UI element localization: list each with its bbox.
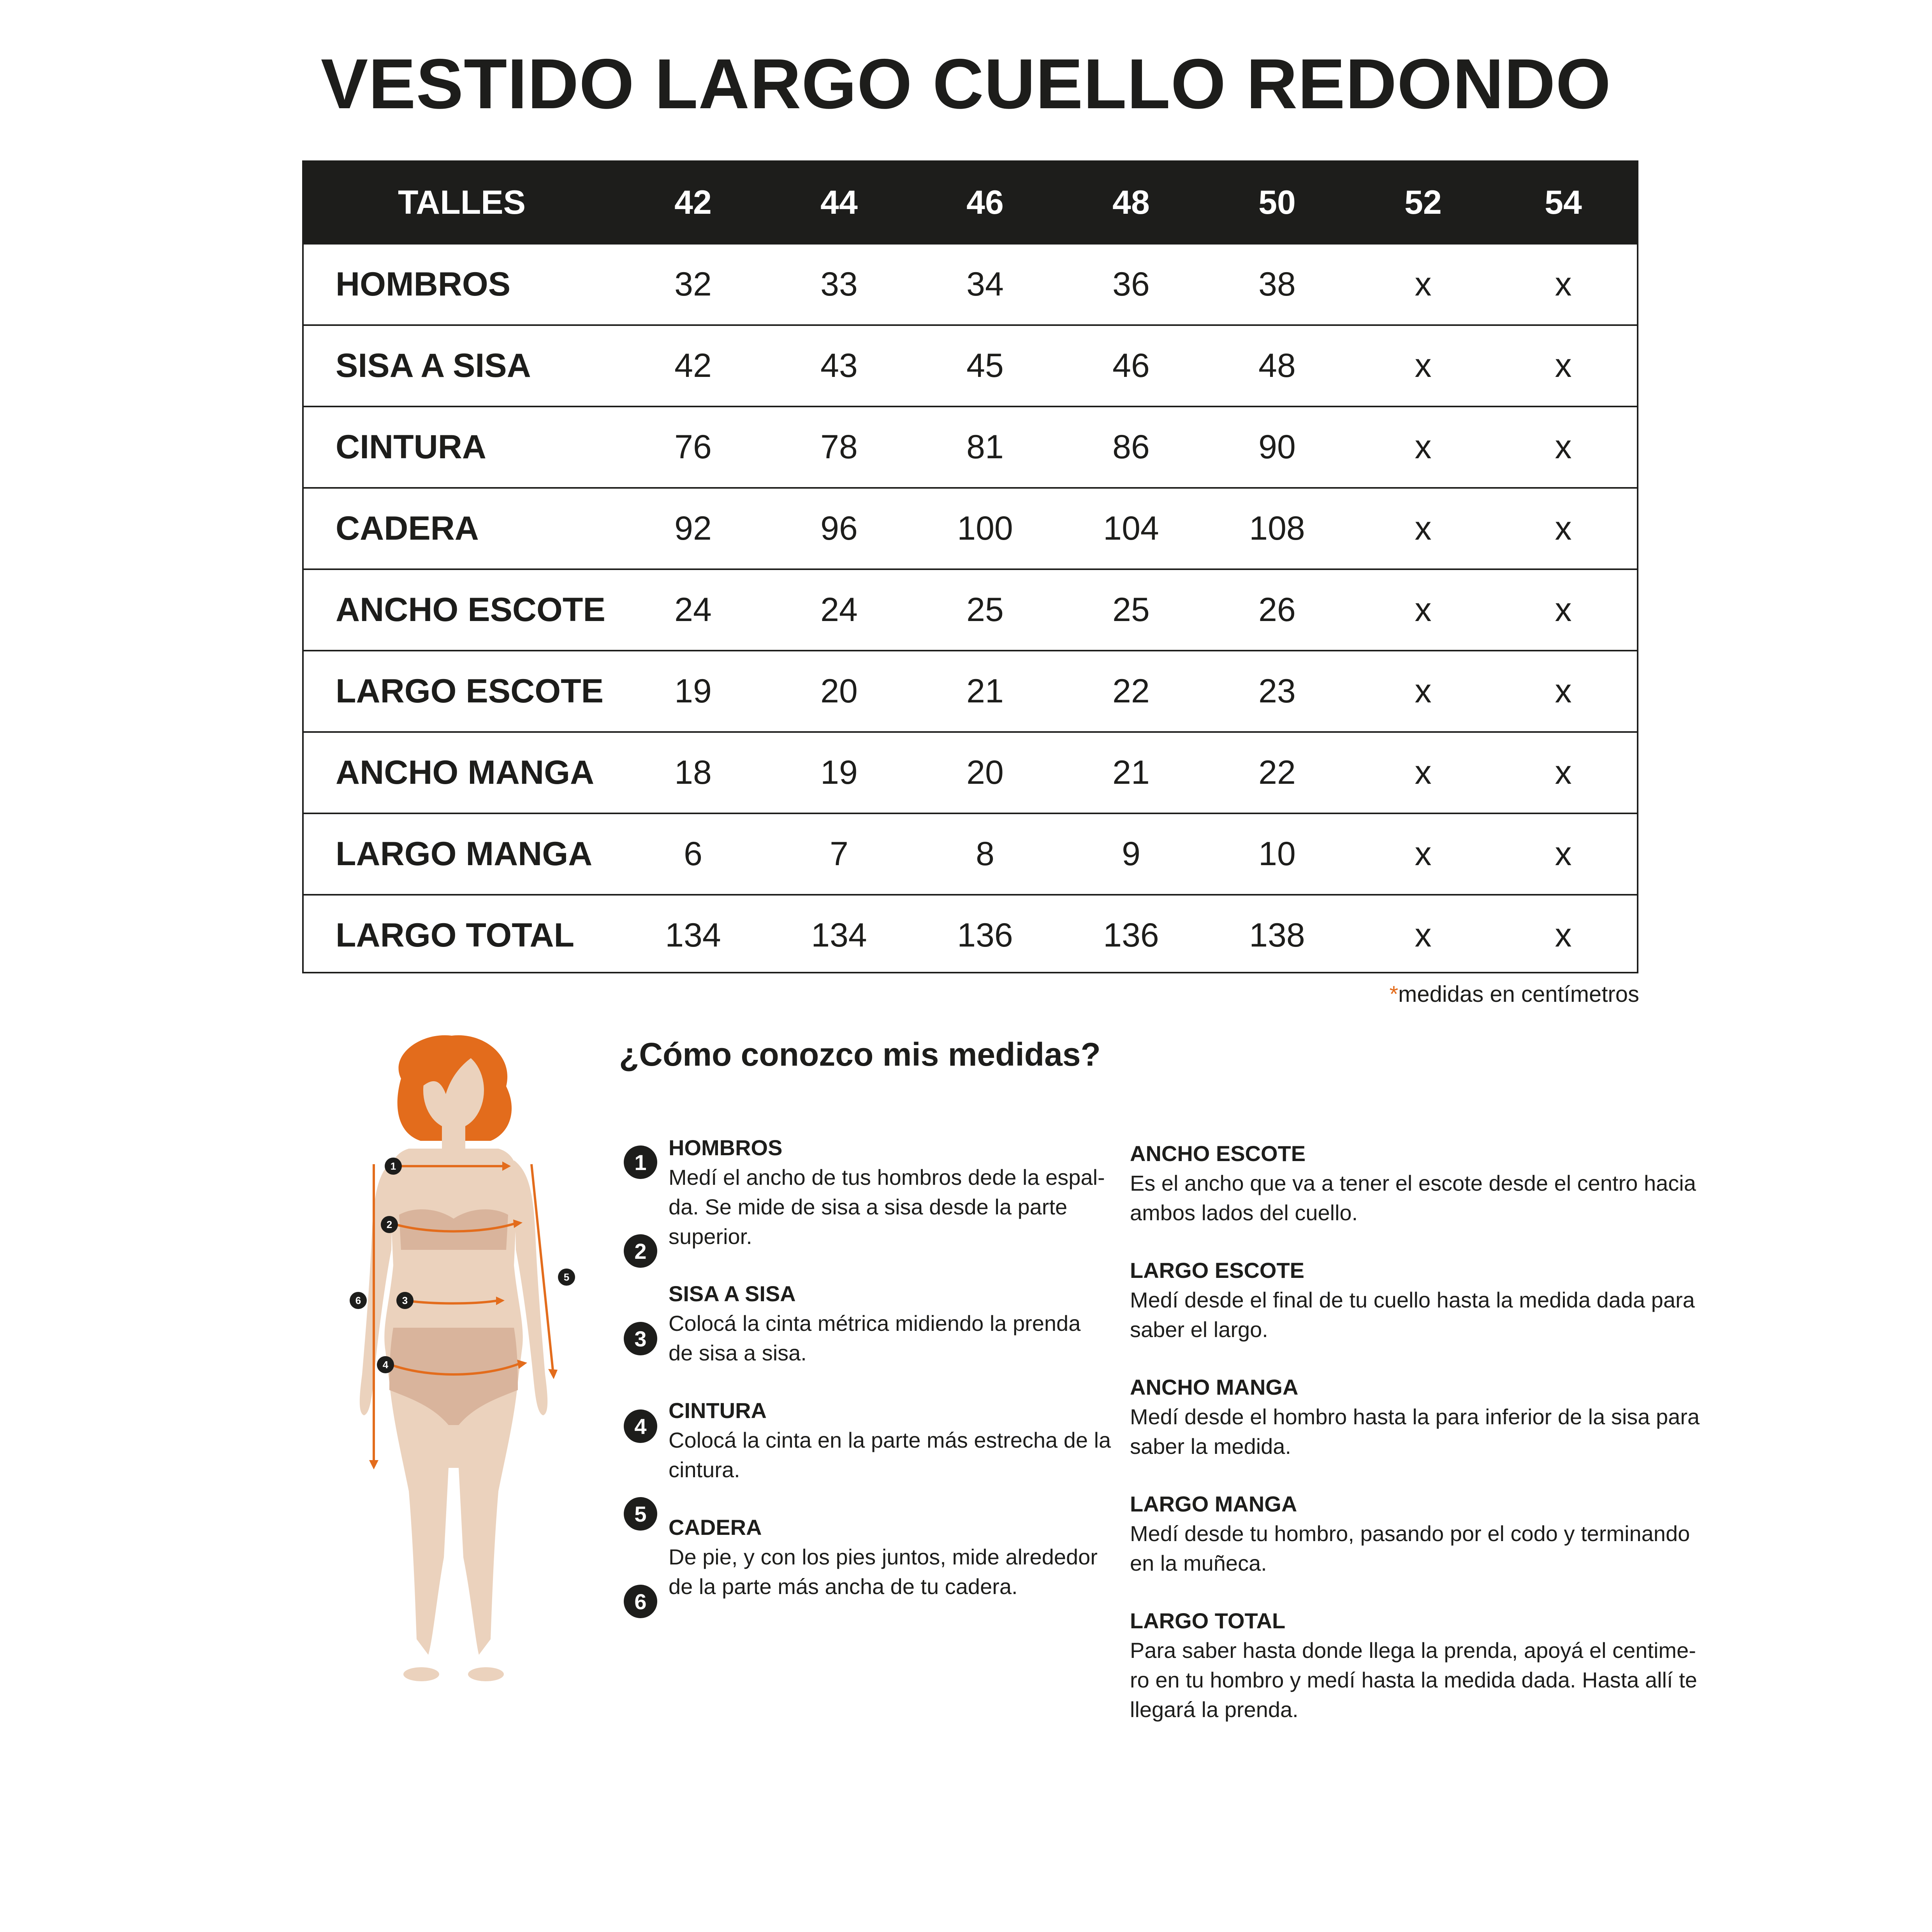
instruction-line: Es el ancho que va a tener el escote desde el centro hacia — [1130, 1171, 1696, 1195]
instruction-heading: LARGO ESCOTE — [1130, 1258, 1305, 1283]
marker-1: 1 — [390, 1160, 396, 1172]
howto-title: ¿Cómo conozco mis medidas? — [619, 1036, 1101, 1073]
table-cell: x — [1415, 347, 1432, 384]
table-cell: 24 — [820, 591, 858, 628]
table-cell: 86 — [1112, 428, 1150, 466]
table-cell: 45 — [966, 347, 1004, 384]
table-cell: 21 — [1112, 753, 1150, 791]
table-cell: 42 — [674, 347, 712, 384]
neck — [442, 1121, 465, 1149]
instruction-line: Colocá la cinta métrica midiendo la prenda — [669, 1311, 1081, 1336]
size-table — [302, 160, 1638, 973]
table-cell: 138 — [1249, 916, 1305, 954]
table-cell: 43 — [820, 347, 858, 384]
row-label: CADERA — [336, 509, 479, 547]
table-cell: 19 — [674, 672, 712, 710]
table-row — [304, 731, 1637, 812]
instruction-line: llegará la prenda. — [1130, 1697, 1299, 1722]
instruction-heading: CADERA — [669, 1515, 762, 1540]
table-cell: x — [1415, 428, 1432, 466]
table-cell: x — [1555, 672, 1572, 710]
instruction-line: Medí desde tu hombro, pasando por el codo y terminando — [1130, 1521, 1690, 1546]
left-foot — [403, 1667, 439, 1681]
table-cell: 18 — [674, 753, 712, 791]
table-cell: 34 — [966, 265, 1004, 303]
table-row — [304, 243, 1637, 324]
table-cell: 25 — [966, 591, 1004, 628]
table-cell: 24 — [674, 591, 712, 628]
table-row — [304, 650, 1637, 731]
instruction-line: Medí desde el hombro hasta la para inferior de la sisa para — [1130, 1404, 1700, 1429]
instruction-line: superior. — [669, 1224, 752, 1249]
table-cell: 96 — [820, 509, 858, 547]
instruction-cintura — [669, 1396, 1120, 1485]
instruction-largo-escote — [1130, 1256, 1737, 1344]
row-label: ANCHO ESCOTE — [336, 591, 605, 628]
table-cell: 36 — [1112, 265, 1150, 303]
instruction-line: en la muñeca. — [1130, 1551, 1267, 1575]
table-row — [304, 813, 1637, 894]
header-size: 46 — [966, 183, 1004, 221]
instruction-sisa — [669, 1279, 1120, 1368]
instruction-line: cintura. — [669, 1457, 740, 1482]
table-cell: 136 — [1103, 916, 1159, 954]
table-cell: x — [1555, 753, 1572, 791]
table-cell: 90 — [1258, 428, 1296, 466]
table-cell: 22 — [1112, 672, 1150, 710]
instruction-heading: LARGO MANGA — [1130, 1492, 1297, 1516]
table-cell: 38 — [1258, 265, 1296, 303]
table-cell: 33 — [820, 265, 858, 303]
table-cell: x — [1415, 509, 1432, 547]
table-cell: 19 — [820, 753, 858, 791]
table-cell: x — [1555, 509, 1572, 547]
instruction-line: de sisa a sisa. — [669, 1341, 807, 1365]
header-size: 54 — [1545, 183, 1582, 221]
step-badge-4: 4 — [624, 1409, 657, 1443]
instruction-hombros — [669, 1133, 1120, 1251]
table-cell: 32 — [674, 265, 712, 303]
header-size: 44 — [820, 183, 858, 221]
table-cell: 136 — [957, 916, 1013, 954]
step-badge-1: 1 — [624, 1145, 657, 1179]
row-label: LARGO MANGA — [336, 835, 593, 873]
row-label: LARGO ESCOTE — [336, 672, 604, 710]
instruction-ancho-manga — [1130, 1372, 1737, 1461]
row-label: ANCHO MANGA — [336, 753, 595, 791]
units-note — [1389, 981, 1639, 1007]
table-cell: 6 — [684, 835, 702, 873]
table-cell: x — [1415, 916, 1432, 954]
header-size: 50 — [1258, 183, 1296, 221]
instruction-ancho-escote — [1130, 1139, 1737, 1228]
step-badge-5: 5 — [624, 1497, 657, 1531]
table-cell: x — [1555, 347, 1572, 384]
table-row — [304, 894, 1637, 975]
instruction-line: De pie, y con los pies juntos, mide alrededor — [669, 1545, 1098, 1569]
instruction-heading: ANCHO ESCOTE — [1130, 1141, 1306, 1166]
table-cell: x — [1555, 916, 1572, 954]
table-cell: 9 — [1122, 835, 1140, 873]
right-arm — [514, 1160, 547, 1415]
instruction-line: da. Se mide de sisa a sisa desde la parte — [669, 1195, 1068, 1219]
marker-5: 5 — [563, 1271, 570, 1283]
instruction-line: Medí desde el final de tu cuello hasta la medida dada para — [1130, 1288, 1695, 1312]
header-size: 48 — [1112, 183, 1150, 221]
table-cell: 104 — [1103, 509, 1159, 547]
table-cell: 23 — [1258, 672, 1296, 710]
table-row — [304, 324, 1637, 405]
header-label: TALLES — [398, 183, 526, 221]
table-header — [304, 162, 1637, 243]
table-cell: 22 — [1258, 753, 1296, 791]
table-cell: 21 — [966, 672, 1004, 710]
table-cell: 108 — [1249, 509, 1305, 547]
table-cell: 48 — [1258, 347, 1296, 384]
table-cell: x — [1415, 672, 1432, 710]
row-label: SISA A SISA — [336, 347, 531, 384]
instruction-heading: SISA A SISA — [669, 1281, 796, 1306]
instruction-line: ro en tu hombro y medí hasta la medida dada. Hasta allí te — [1130, 1668, 1697, 1692]
table-cell: 81 — [966, 428, 1004, 466]
table-cell: x — [1415, 753, 1432, 791]
table-row — [304, 406, 1637, 487]
table-cell: 78 — [820, 428, 858, 466]
page-title: VESTIDO LARGO CUELLO REDONDO — [320, 44, 1612, 123]
table-row — [304, 487, 1637, 568]
instruction-largo-total — [1130, 1606, 1737, 1724]
instruction-largo-manga — [1130, 1489, 1737, 1578]
right-foot — [468, 1667, 504, 1681]
table-cell: 26 — [1258, 591, 1296, 628]
marker-3: 3 — [402, 1295, 408, 1306]
left-arm — [360, 1160, 393, 1415]
instruction-line: Medí el ancho de tus hombros dede la espal- — [669, 1165, 1105, 1189]
instruction-line: de la parte más ancha de tu cadera. — [669, 1574, 1018, 1599]
row-label: CINTURA — [336, 428, 486, 466]
marker-2: 2 — [386, 1219, 392, 1230]
marker-6: 6 — [355, 1295, 361, 1306]
table-cell: x — [1415, 265, 1432, 303]
instruction-heading: CINTURA — [669, 1398, 767, 1423]
table-cell: x — [1415, 835, 1432, 873]
body-figure — [335, 1032, 584, 1701]
table-cell: 100 — [957, 509, 1013, 547]
table-cell: x — [1555, 428, 1572, 466]
step-badge-6: 6 — [624, 1585, 657, 1618]
table-cell: x — [1555, 265, 1572, 303]
header-size: 42 — [674, 183, 712, 221]
table-cell: 134 — [811, 916, 867, 954]
table-cell: 134 — [665, 916, 721, 954]
table-cell: 8 — [976, 835, 994, 873]
row-label: LARGO TOTAL — [336, 916, 575, 954]
instruction-line: saber el largo. — [1130, 1317, 1268, 1342]
table-cell: 25 — [1112, 591, 1150, 628]
table-cell: 46 — [1112, 347, 1150, 384]
table-cell: 10 — [1258, 835, 1296, 873]
table-cell: 20 — [966, 753, 1004, 791]
step-badge-2: 2 — [624, 1234, 657, 1268]
table-cell: x — [1555, 591, 1572, 628]
note-star: * — [1389, 982, 1399, 1007]
row-label: HOMBROS — [336, 265, 511, 303]
table-row — [304, 568, 1637, 649]
instruction-line: Para saber hasta donde llega la prenda, apoyá el centime- — [1130, 1638, 1696, 1663]
instruction-heading: LARGO TOTAL — [1130, 1608, 1286, 1633]
instruction-line: saber la medida. — [1130, 1434, 1292, 1459]
table-cell: 92 — [674, 509, 712, 547]
instruction-heading: ANCHO MANGA — [1130, 1375, 1299, 1399]
instruction-cadera — [669, 1513, 1120, 1601]
table-cell: 76 — [674, 428, 712, 466]
table-cell: 7 — [830, 835, 848, 873]
step-badge-3: 3 — [624, 1322, 657, 1355]
table-cell: x — [1555, 835, 1572, 873]
header-size: 52 — [1404, 183, 1442, 221]
instruction-heading: HOMBROS — [669, 1135, 783, 1160]
table-cell: x — [1415, 591, 1432, 628]
instruction-line: Colocá la cinta en la parte más estrecha de la — [669, 1428, 1111, 1452]
table-cell: 20 — [820, 672, 858, 710]
marker-4: 4 — [382, 1359, 389, 1371]
note-text: medidas en centímetros — [1398, 982, 1639, 1007]
instruction-line: ambos lados del cuello. — [1130, 1200, 1358, 1225]
